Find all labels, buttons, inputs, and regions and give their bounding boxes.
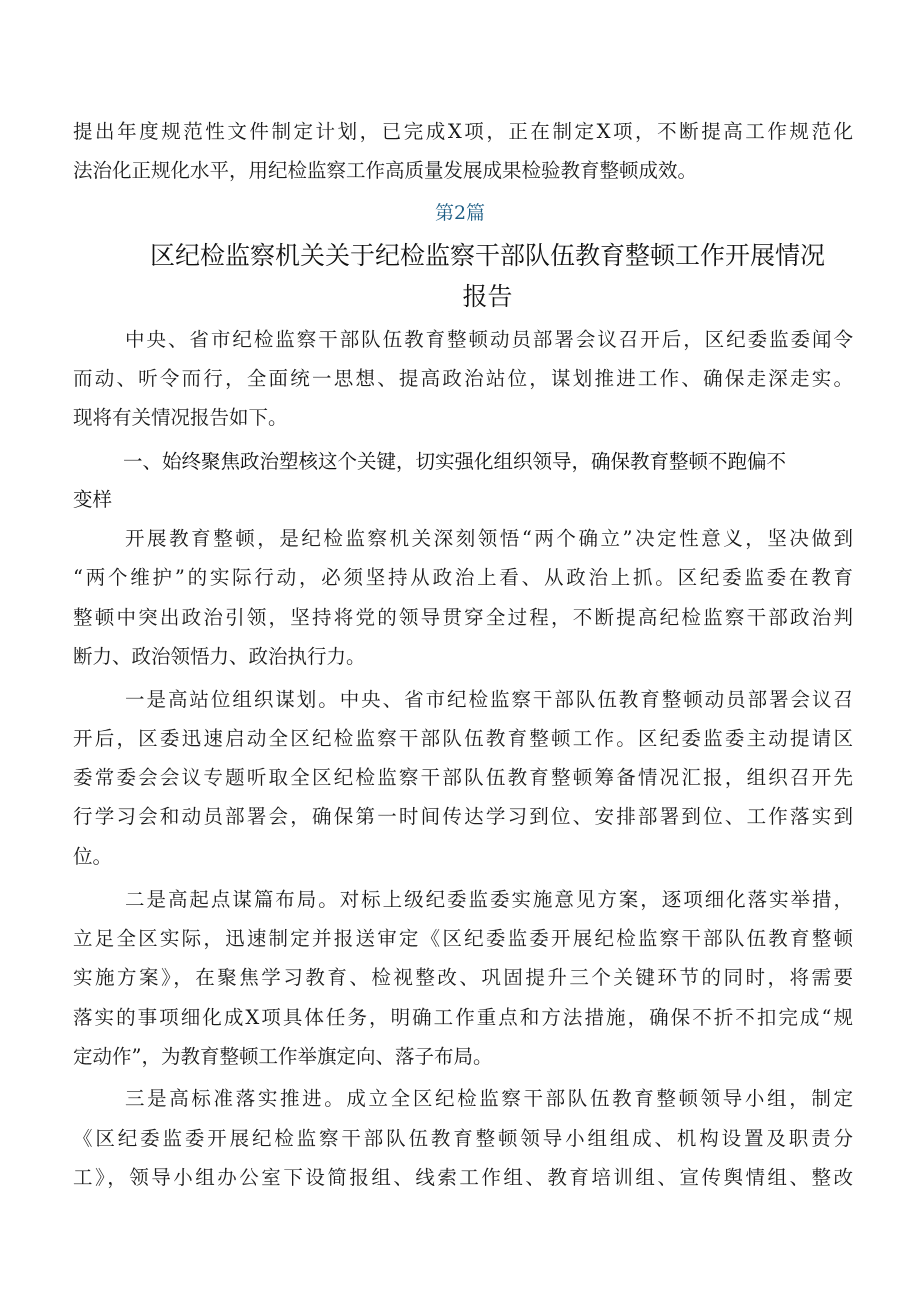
body-line: 《区纪委监委开展纪检监察干部队伍教育整顿领导小组组成、机构设置及职责分	[73, 1127, 853, 1150]
body-line: 实施方案》，在聚焦学习教育、检视整改、巩固提升三个关键环节的同时，将需要	[73, 966, 853, 989]
body-line: 提出年度规范性文件制定计划，已完成X项，正在制定X项，不断提高工作规范化	[73, 120, 853, 143]
body-line: 断力、政治领悟力、政治执行力。	[73, 645, 366, 668]
body-line: 位。	[73, 845, 113, 868]
body-line: 开后，区委迅速启动全区纪检监察干部队伍教育整顿工作。区纪委监委主动提请区	[73, 727, 853, 750]
body-line: 定动作”，为教育整顿工作举旗定向、落子布局。	[73, 1045, 493, 1068]
body-line: 行学习会和动员部署会，确保第一时间传达学习到位、安排部署到位、工作落实到	[73, 805, 853, 828]
body-line: 一是高站位组织谋划。中央、省市纪检监察干部队伍教育整顿动员部署会议召	[125, 688, 853, 711]
body-line: 整顿中突出政治引领，坚持将党的领导贯穿全过程，不断提高纪检监察干部政治判	[73, 606, 853, 629]
section-label: 第2篇	[434, 202, 486, 224]
document-title-continued: 报告	[462, 282, 513, 311]
body-line: 现将有关情况报告如下。	[73, 406, 288, 429]
body-line: 落实的事项细化成X项具体任务，明确工作重点和方法措施，确保不折不扣完成“规	[73, 1006, 853, 1029]
section-heading-continued: 变样	[73, 488, 113, 511]
body-line: 立足全区实际，迅速制定并报送审定《区纪委监委开展纪检监察干部队伍教育整顿	[73, 927, 853, 950]
section-heading: 一、始终聚焦政治塑核这个关键，切实强化组织领导，确保教育整顿不跑偏不	[123, 450, 787, 473]
body-line: 中央、省市纪检监察干部队伍教育整顿动员部署会议召开后，区纪委监委闻令	[125, 328, 853, 351]
body-line: “两个维护”的实际行动，必须坚持从政治上看、从政治上抓。区纪委监委在教育	[73, 566, 853, 589]
body-line: 三是高标准落实推进。成立全区纪检监察干部队伍教育整顿领导小组，制定	[125, 1087, 853, 1110]
body-line: 开展教育整顿，是纪检监察机关深刻领悟“两个确立”决定性意义，坚决做到	[125, 527, 853, 550]
body-line: 工》，领导小组办公室下设简报组、线索工作组、教育培训组、宣传舆情组、整改	[73, 1166, 853, 1189]
body-line: 法治化正规化水平，用纪检监察工作高质量发展成果检验教育整顿成效。	[73, 159, 698, 182]
body-line: 二是高起点谋篇布局。对标上级纪委监委实施意见方案，逐项细化落实举措，	[125, 888, 853, 911]
body-line: 而动、听令而行，全面统一思想、提高政治站位，谋划推进工作、确保走深走实。	[73, 367, 853, 390]
document-title: 区纪检监察机关关于纪检监察干部队伍教育整顿工作开展情况	[149, 241, 825, 270]
body-line: 委常委会会议专题听取全区纪检监察干部队伍教育整顿筹备情况汇报，组织召开先	[73, 766, 853, 789]
